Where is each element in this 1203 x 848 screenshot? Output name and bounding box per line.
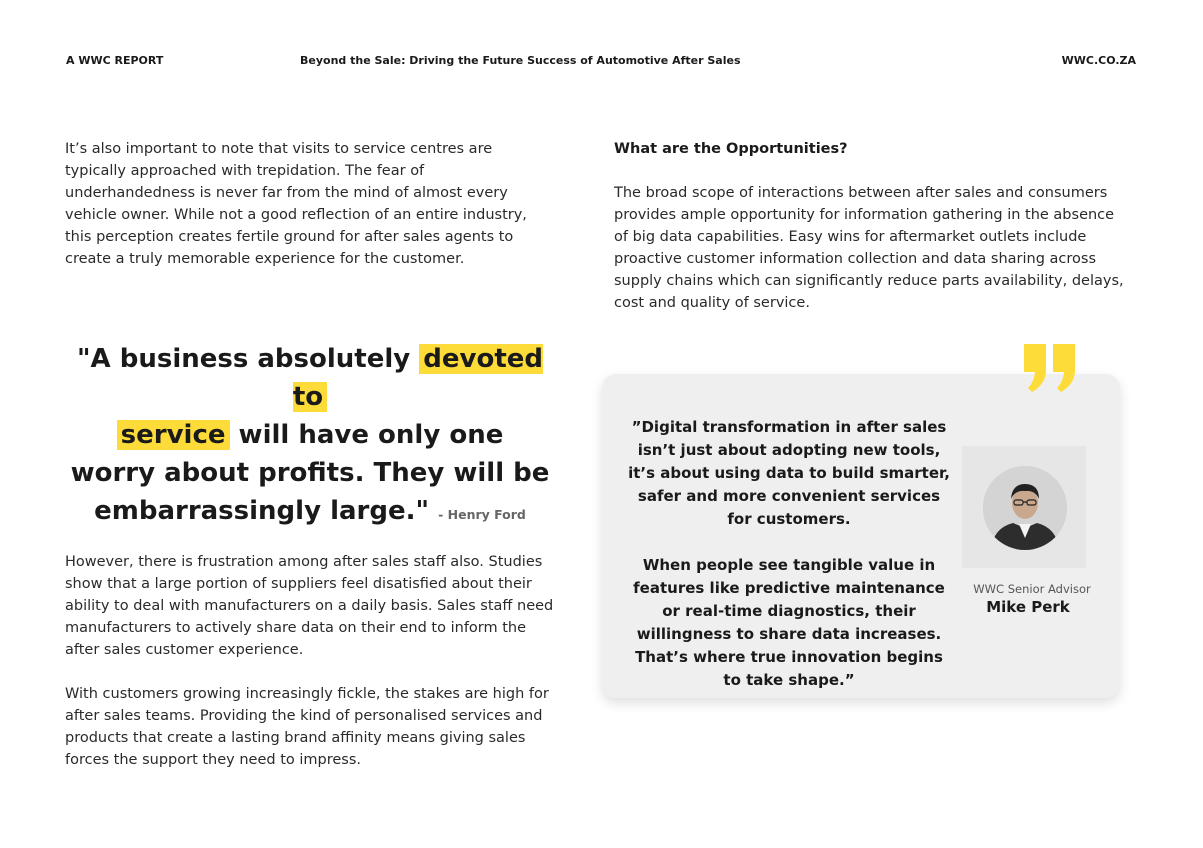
website-link[interactable]: WWC.CO.ZA: [1061, 54, 1136, 67]
pull-quote-text-2: will have only one worry about profits. They will be embarrassingly large.": [70, 420, 550, 526]
advisor-title: WWC Senior Advisor: [973, 582, 1091, 596]
paragraph-staff-frustration: However, there is frustration among after sales staff also. Studies show that a large portion of suppliers feel disatisfied about their ability to deal with manufacturers on a daily basis. Sales staff need manufacturers to actively share data on their end to inform the after sales customer experience.: [65, 554, 554, 658]
testimonial-quote: [624, 416, 954, 692]
testimonial-quote-p2: When people see tangible value in features like predictive maintenance or real-time diagnostics, their willingness to share data increases. That’s where true innovation begins to take shape.”: [633, 556, 945, 689]
pull-quote-text-1: "A business absolutely: [77, 344, 420, 374]
pull-quote-highlight-1: devoted to: [292, 344, 543, 412]
page-header: [66, 54, 1136, 70]
avatar: [983, 466, 1067, 550]
pull-quote: [70, 340, 550, 534]
report-label: A WWC REPORT: [66, 54, 164, 67]
advisor-photo-frame: [962, 446, 1086, 568]
pull-quote-attribution: - Henry Ford: [438, 507, 526, 522]
advisor-name: Mike Perk: [986, 598, 1070, 616]
paragraph-service-centres: It’s also important to note that visits to service centres are typically approached with trepidation. The fear of underhandedness is never far from the mind of almost every vehicle owner. While not a good reflection of an entire industry, this perception creates fertile ground for after sales agents to create a truly memorable experience for the customer.: [65, 141, 527, 267]
quotation-mark-icon: [1022, 344, 1078, 394]
section-heading-opportunities: What are the Opportunities?: [614, 141, 848, 157]
paragraph-customer-stakes: With customers growing increasingly fickle, the stakes are high for after sales teams. Providing the kind of personalised services and products that create a lasting brand affinity means giving sales forces the support they need to impress.: [65, 686, 549, 768]
report-title: Beyond the Sale: Driving the Future Success of Automotive After Sales: [300, 54, 741, 67]
testimonial-quote-p1: ”Digital transformation in after sales isn’t just about adopting new tools, it’s about using data to build smarter, safer and more convenient services for customers.: [628, 418, 950, 528]
paragraph-opportunities: The broad scope of interactions between after sales and consumers provides ample opportunity for information gathering in the absence of big data capabilities. Easy wins for aftermarket outlets include proactive customer information collection and data sharing across supply chains which can significantly reduce parts availability, delays, cost and quality of service.: [614, 185, 1124, 311]
pull-quote-highlight-2: service: [117, 420, 230, 450]
